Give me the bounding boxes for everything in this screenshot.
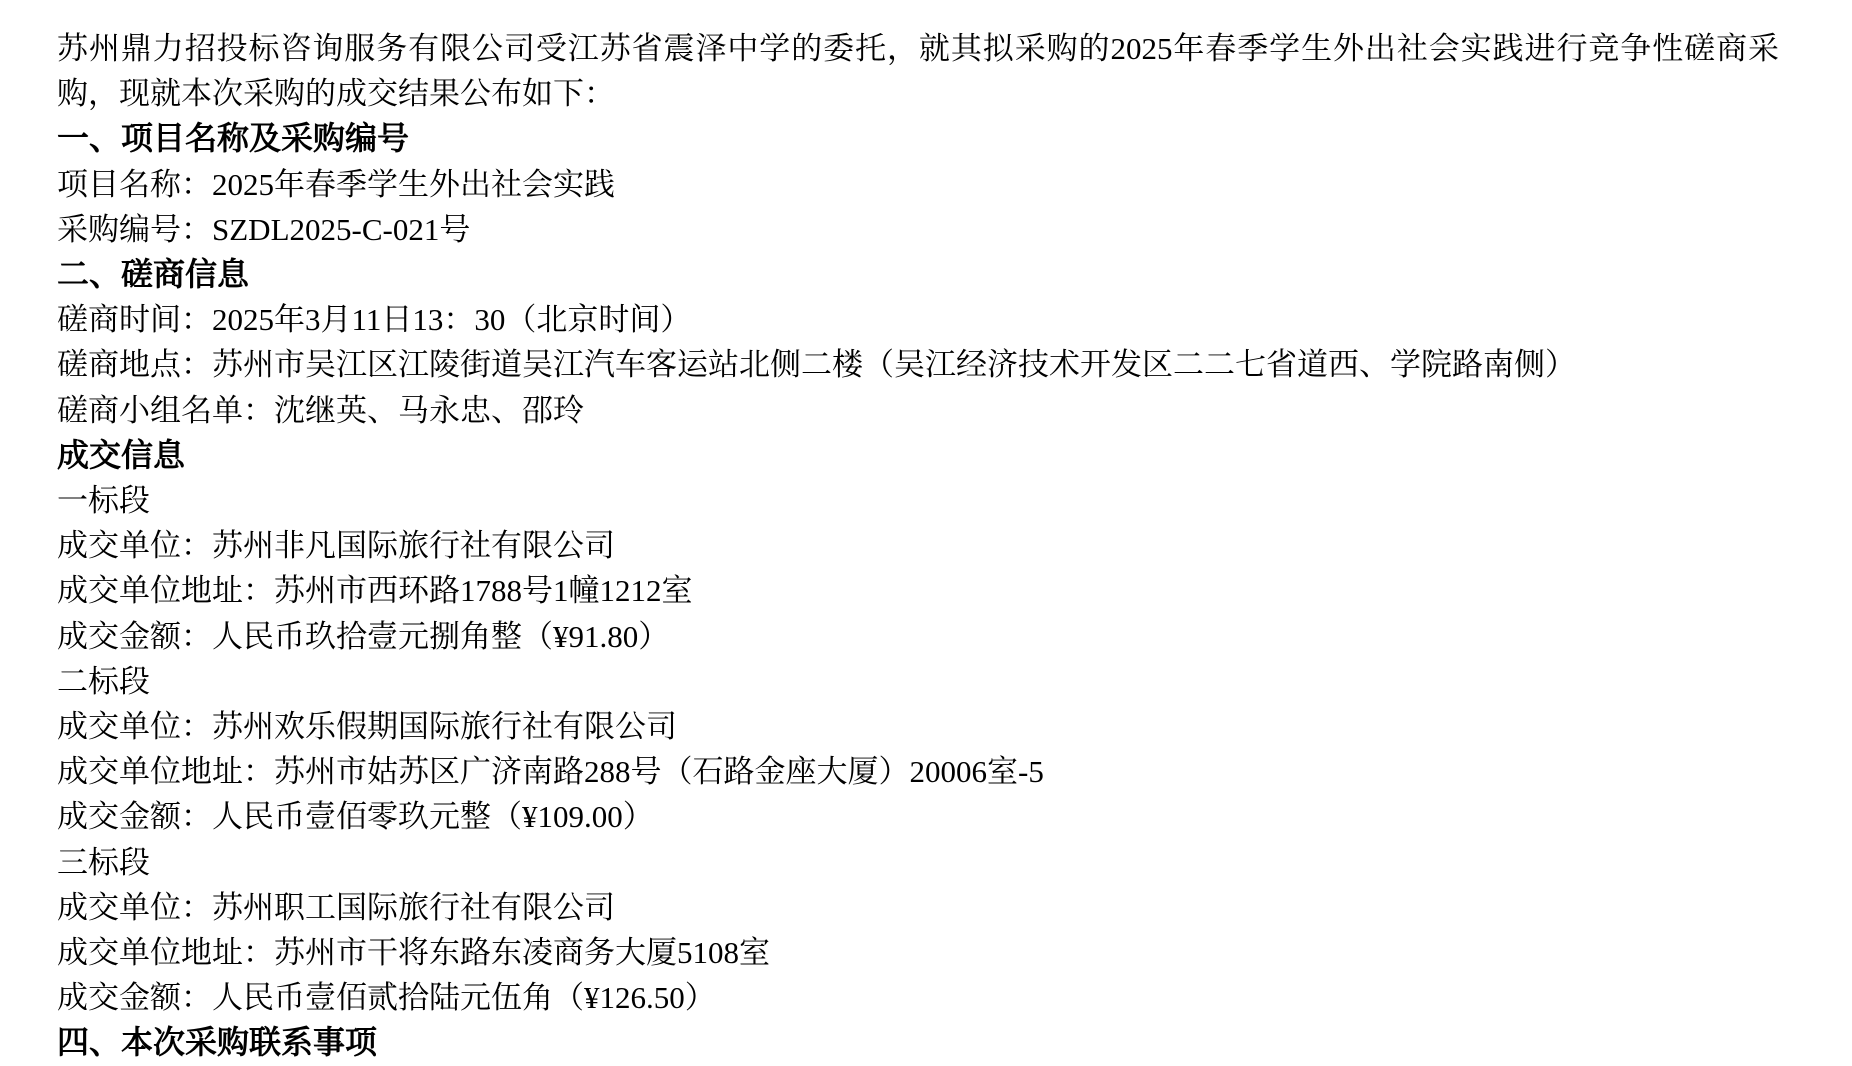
lot-1-supplier-line: 成交单位：苏州非凡国际旅行社有限公司 [57,528,615,564]
lot-3-address-line: 成交单位地址：苏州市干将东路东凌商务大厦5108室 [57,935,770,971]
negotiation-panel-line: 磋商小组名单：沈继英、马永忠、邵玲 [57,392,584,428]
section2-heading: 二、磋商信息 [57,256,250,293]
lot-3-block [57,840,1795,1021]
lot-1-block [57,478,1795,659]
lot-1-address-line: 成交单位地址：苏州市西环路1788号1幢1212室 [57,573,693,609]
lot-2-address-line: 成交单位地址：苏州市姑苏区广济南路288号（石路金座大厦）20006室-5 [57,754,1044,790]
lot-2-amount-line: 成交金额：人民币壹佰零玖元整（¥109.00） [57,799,654,835]
procurement-number-line: 采购编号：SZDL2025-C-021号 [57,211,471,247]
lot-2-block [57,659,1795,840]
section4-heading-clipped: 四、本次采购联系事项 [57,1024,378,1061]
project-name-line: 项目名称：2025年春季学生外出社会实践 [57,166,615,202]
intro-paragraph: 苏州鼎力招投标咨询服务有限公司受江苏省震泽中学的委托，就其拟采购的2025年春季学生外出社会实践进行竞争性磋商采购，现就本次采购的成交结果公布如下： [57,31,1779,112]
lot-1-amount-line: 成交金额：人民币玖拾壹元捌角整（¥91.80） [57,618,670,654]
lot-2-supplier-line: 成交单位：苏州欢乐假期国际旅行社有限公司 [57,709,677,745]
lot-3-label: 三标段 [57,844,150,880]
lot-3-supplier-line: 成交单位：苏州职工国际旅行社有限公司 [57,889,615,925]
lot-3-amount-line: 成交金额：人民币壹佰贰拾陆元伍角（¥126.50） [57,980,716,1016]
negotiation-time-line: 磋商时间：2025年3月11日13：30（北京时间） [57,302,692,338]
section1-heading: 一、项目名称及采购编号 [57,120,410,157]
lot-1-label: 一标段 [57,483,150,519]
negotiation-place-line: 磋商地点：苏州市吴江区江陵街道吴江汽车客运站北侧二楼（吴江经济技术开发区二二七省道西、学院路南侧） [57,347,1576,383]
award-info-heading: 成交信息 [57,436,186,473]
lot-2-label: 二标段 [57,663,150,699]
